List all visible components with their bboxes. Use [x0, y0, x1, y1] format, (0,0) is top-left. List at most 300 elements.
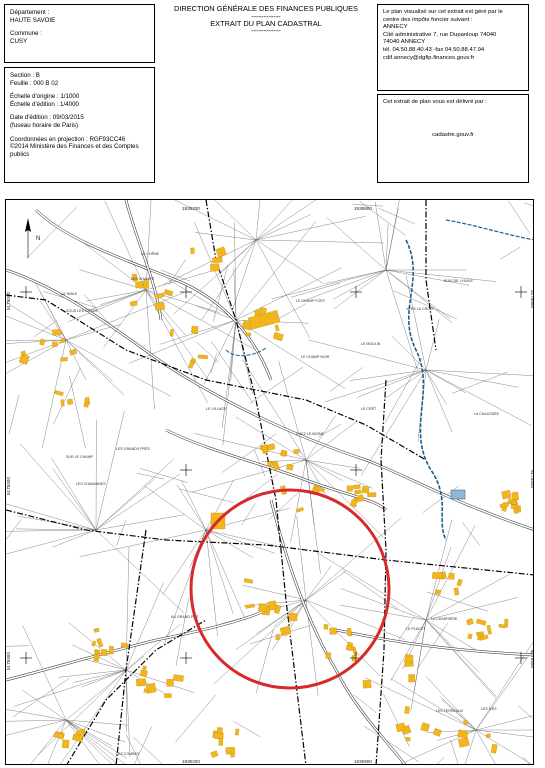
building: [347, 486, 353, 492]
parcel-line: [6, 646, 29, 647]
parcel-line: [333, 270, 386, 299]
buildings: [19, 247, 521, 758]
feuille-label: Feuille : 000 B 02: [10, 79, 59, 87]
coord-label-bottom: 1935200: [182, 759, 200, 764]
parcel-line: [6, 720, 66, 722]
section-label: Section : B: [10, 72, 40, 79]
parcel-line: [59, 670, 126, 677]
parcel-line: [66, 340, 86, 380]
parcel-line: [126, 582, 164, 670]
parcel-line: [509, 201, 530, 234]
building: [144, 689, 148, 693]
parcel-line: [195, 232, 256, 240]
parcel-line: [9, 395, 19, 434]
parcel-line: [236, 268, 341, 320]
building: [406, 737, 411, 741]
parcel-line: [306, 460, 359, 468]
building: [355, 490, 362, 494]
building: [245, 333, 250, 336]
place-name: VERS LA CROIX: [406, 307, 434, 311]
pond: [451, 490, 465, 499]
coord-label-right: 5178000: [530, 290, 535, 308]
building: [463, 720, 467, 725]
parcel-line: [385, 358, 422, 423]
parcel-line: [16, 529, 96, 530]
building: [135, 281, 143, 288]
delivery-site[interactable]: cadastre.gouv.fr: [432, 131, 474, 138]
building: [476, 619, 486, 625]
place-name: LE CHAMP NOIR: [301, 355, 330, 359]
parcel-line: [202, 240, 256, 320]
building: [487, 625, 492, 634]
parcel-line: [51, 458, 96, 530]
parcel-line: [426, 370, 466, 393]
building: [457, 730, 468, 739]
building: [512, 500, 517, 504]
building: [142, 666, 146, 670]
parcel-line: [117, 520, 126, 546]
building: [357, 495, 364, 502]
header-rule: ------------: [251, 26, 281, 36]
place-name: LA TABLE: [61, 292, 78, 296]
departement-label: Département :: [10, 9, 50, 16]
parcel-line: [146, 290, 186, 335]
parcel-line: [133, 737, 179, 765]
coord-label-right: 5178400: [530, 470, 535, 488]
parcel-line: [306, 460, 385, 539]
parcel-line: [302, 270, 386, 301]
tax-center-city: 74040 ANNECY: [383, 39, 426, 46]
building: [62, 740, 69, 748]
building: [273, 332, 283, 341]
building: [286, 464, 293, 471]
parcel-line: [86, 290, 146, 301]
parcel-line: [256, 214, 311, 240]
road-fill: [271, 500, 406, 765]
building: [281, 450, 285, 456]
building: [95, 650, 100, 653]
building: [54, 390, 63, 396]
building: [210, 264, 219, 272]
location-box: [4, 4, 155, 63]
building: [244, 578, 253, 583]
departement-value: HAUTE SAVOIE: [10, 16, 56, 24]
tax-center-phone: tél. 04.50.88.40.43 -fax 04.50.88.47.94: [383, 46, 485, 53]
parcel-line: [242, 503, 256, 525]
parcel-line: [119, 727, 152, 766]
building: [499, 624, 505, 628]
building: [486, 733, 491, 737]
place-name: LES GRANDS PRÉS: [116, 447, 150, 451]
parcel-line: [452, 372, 508, 394]
building: [189, 360, 195, 368]
building: [491, 744, 497, 753]
parcel-line: [256, 216, 365, 240]
building: [454, 588, 459, 596]
parcel-line: [306, 566, 331, 600]
parcel-line: [476, 701, 534, 730]
parcel-line: [306, 518, 401, 600]
section-boundary: [6, 510, 534, 575]
building: [404, 706, 409, 713]
header-rule: ------------: [251, 11, 281, 21]
parcel-line: [386, 270, 450, 319]
building: [164, 693, 171, 697]
parcel-line: [206, 530, 218, 636]
parcel-line: [256, 240, 384, 243]
north-label: N: [36, 236, 41, 242]
place-name: LA CHAUSSÉE: [474, 412, 499, 416]
commune-label: Commune :: [10, 30, 42, 38]
building: [404, 654, 413, 663]
parcel-line: [462, 522, 480, 545]
tax-center-line: Le plan visualisé sur cet extrait est géré par le: [383, 9, 503, 15]
parcel-line: [221, 240, 256, 273]
parcel-line: [426, 676, 476, 730]
parcel-line: [426, 370, 452, 432]
parcel-line: [163, 240, 256, 285]
building: [362, 486, 369, 493]
building: [467, 634, 472, 640]
building: [219, 739, 223, 746]
parcel-line: [426, 547, 451, 620]
parcel-line: [272, 270, 386, 299]
place-name: LE MOULIN: [361, 342, 381, 346]
parcel-line: [6, 494, 96, 530]
building: [504, 619, 508, 627]
parcel-line: [53, 530, 97, 547]
parcel-line: [341, 588, 426, 620]
parcel-line: [222, 320, 236, 428]
river-line: [406, 240, 446, 540]
building: [60, 339, 65, 343]
parcel-line: [440, 697, 476, 730]
place-name: BOIS DE L'HUILE: [444, 279, 473, 283]
parcel-line: [426, 620, 496, 697]
cadastral-map[interactable]: [5, 199, 534, 765]
parcel-line: [361, 370, 426, 475]
place-name: LE CHÊNE: [141, 252, 159, 256]
parcel-line: [66, 720, 119, 765]
building: [347, 628, 351, 636]
building: [97, 638, 104, 647]
building: [267, 461, 272, 466]
parcel-line: [324, 370, 426, 402]
parcel-line: [318, 553, 426, 620]
parcel-line: [53, 469, 96, 531]
building: [226, 747, 235, 754]
section-boundary: [6, 295, 426, 460]
parcel-line: [126, 624, 180, 670]
parcel-line: [386, 270, 496, 282]
parcel-line: [426, 620, 496, 698]
building: [69, 349, 76, 355]
parcel-line: [365, 678, 476, 730]
parcel-line: [256, 200, 261, 240]
parcel-line: [73, 670, 126, 683]
building: [61, 399, 65, 406]
building: [235, 729, 239, 736]
commune-value: CUSY: [10, 37, 28, 45]
building: [324, 624, 329, 629]
parcel-line: [327, 218, 386, 270]
parcel-line: [386, 270, 469, 285]
building: [61, 357, 68, 361]
building: [212, 257, 222, 263]
parcel-line: [306, 600, 380, 676]
parcel-line: [23, 720, 66, 765]
building: [52, 342, 57, 347]
tax-center-name: ANNECY: [383, 24, 408, 31]
building: [457, 579, 463, 586]
parcel-line: [179, 489, 234, 503]
coord-label-left: 5178400: [6, 477, 11, 495]
parcel-line: [66, 720, 128, 765]
parcel-line: [418, 370, 426, 442]
document-header: [158, 4, 374, 34]
parcel-line: [213, 265, 227, 322]
coord-label-left: 5178400: [6, 652, 11, 670]
building: [39, 339, 45, 346]
delivery-title: Cet extrait de plan vous est délivré par :: [383, 99, 487, 105]
parcel-line: [349, 370, 426, 381]
road: [271, 500, 406, 765]
parcel-line: [96, 411, 124, 530]
parcel-line: [66, 340, 112, 381]
parcel-line: [426, 370, 534, 376]
parcel-line: [438, 730, 476, 765]
building: [433, 728, 441, 736]
coord-label-top: 1935200: [182, 206, 200, 211]
building: [368, 493, 377, 497]
header-title: DIRECTION GÉNÉRALE DES FINANCES PUBLIQUES: [174, 4, 358, 13]
building: [258, 603, 267, 612]
parcel-line: [6, 720, 66, 765]
building: [280, 626, 291, 636]
parcel-line: [375, 202, 386, 270]
parcel-line: [386, 270, 452, 323]
building: [275, 325, 280, 331]
parcel-line: [500, 247, 521, 260]
parcel-line: [211, 200, 256, 240]
place-name: LES CHAVANNES: [76, 482, 106, 486]
parcel-line: [6, 519, 22, 568]
parcel-line: [177, 485, 206, 530]
parcel-line: [66, 720, 116, 765]
parcel-line: [476, 730, 534, 738]
parcel-line: [175, 695, 216, 742]
copyright-line: publics: [10, 150, 30, 158]
parcel-line: [206, 530, 279, 546]
parcel-line: [38, 670, 127, 756]
building: [296, 507, 303, 512]
place-name: LES CHAMPS: [131, 277, 155, 281]
building: [19, 354, 29, 365]
copyright-line: ©2014 Ministère des Finances et des Comptes: [10, 143, 139, 151]
parcel-line: [176, 598, 189, 666]
place-name: LE PLACET: [406, 627, 426, 631]
building: [353, 485, 360, 490]
parcel-line: [96, 474, 180, 530]
parcel-line: [524, 203, 534, 220]
parcel-line: [66, 293, 184, 341]
parcel-line: [14, 670, 126, 706]
header-subtitle: EXTRAIT DU PLAN CADASTRAL: [210, 18, 322, 28]
building: [191, 326, 198, 334]
tax-center-line: centre des impôts foncier suivant :: [383, 16, 473, 23]
building: [130, 301, 137, 306]
building: [170, 329, 174, 336]
parcel-line: [197, 342, 219, 363]
parcel-line: [80, 530, 206, 557]
building: [458, 737, 469, 747]
building: [173, 675, 184, 682]
coord-label-bottom: 1935900: [354, 759, 372, 764]
building: [435, 590, 441, 595]
building: [245, 604, 254, 609]
parcel-line: [379, 208, 415, 224]
parcel-line: [168, 279, 236, 320]
river-line: [446, 220, 534, 240]
parcel-line: [96, 530, 184, 613]
place-names: [61, 251, 500, 756]
building: [326, 652, 332, 659]
place-name: LA CHARRIÈRE: [431, 617, 458, 621]
parcel-line: [6, 698, 66, 720]
parcel-line: [13, 678, 69, 717]
building: [409, 674, 415, 682]
parcel-line: [182, 481, 207, 531]
parcel-line: [19, 516, 96, 530]
coord-label-left: 5178000: [6, 292, 11, 310]
place-name: SOUS LES CÔTES: [66, 309, 98, 313]
projection-label: Coordonnées en projection : RGF93CC46: [10, 135, 126, 143]
parcel-line: [22, 690, 66, 720]
section-info-box: [4, 67, 155, 183]
parcel-line: [306, 416, 335, 460]
parcel-line: [426, 574, 510, 620]
parcel-line: [89, 290, 146, 310]
parcel-line: [291, 283, 341, 297]
building: [94, 628, 100, 633]
coord-label-top: 1935900: [354, 206, 372, 211]
timezone-note: (fuseau horaire de Paris): [10, 121, 79, 129]
parcel-line: [96, 515, 185, 530]
building: [164, 289, 173, 296]
parcel-line: [523, 757, 534, 765]
building: [216, 247, 227, 258]
parcel-line: [383, 694, 409, 747]
parcel-line: [394, 291, 457, 319]
parcel-line: [145, 486, 206, 530]
parcel-line: [426, 370, 532, 426]
parcel-line: [386, 224, 388, 270]
parcel-line: [66, 720, 128, 725]
place-name: LE CRÊT: [361, 407, 377, 411]
parcel-line: [126, 547, 129, 670]
building: [432, 572, 442, 579]
parcel-line: [256, 240, 323, 284]
parcel-line: [386, 200, 405, 270]
building: [501, 490, 511, 499]
parcel-line: [518, 706, 534, 726]
building: [449, 573, 455, 579]
parcel-line: [426, 370, 447, 404]
place-name: LE VILLAGE: [206, 407, 227, 411]
coord-label-right: 5178400: [530, 650, 535, 668]
tax-center-box: [377, 4, 529, 91]
parcel-line: [194, 434, 306, 461]
parcel-line: [256, 200, 308, 240]
parcel-line: [53, 368, 80, 424]
building: [52, 329, 61, 335]
delivery-box: [377, 94, 529, 183]
parcel-line: [66, 340, 171, 396]
parcel-line: [137, 473, 164, 479]
building: [190, 248, 194, 254]
building: [121, 643, 128, 648]
building: [294, 449, 300, 453]
parcel-line: [146, 290, 155, 409]
parcel-line: [66, 340, 124, 395]
building: [109, 646, 114, 654]
parcel-line: [391, 679, 476, 730]
parcel-line: [223, 320, 236, 445]
parcel-line: [206, 530, 246, 621]
parcel-line: [96, 459, 174, 530]
place-name: LES TERREAUX: [436, 709, 464, 713]
building: [217, 727, 223, 733]
building: [155, 302, 165, 310]
parcel-line: [69, 376, 85, 448]
parcel-line: [306, 571, 346, 600]
building: [101, 650, 107, 656]
place-name: LES COMBES: [116, 752, 140, 756]
parcel-line: [206, 530, 275, 553]
parcel-line: [357, 370, 426, 397]
parcel-line: [6, 530, 96, 563]
place-name: AU GRAND PRÉ: [171, 615, 199, 619]
building: [92, 641, 97, 647]
scale-edition: Échelle d'édition : 1/4000: [10, 100, 79, 108]
map-canvas[interactable]: [6, 200, 534, 765]
highlight-circle: [191, 490, 389, 688]
parcel-line: [385, 370, 426, 398]
building: [466, 618, 473, 625]
parcel-line: [442, 700, 476, 730]
place-name: LE CHAMP FORT: [296, 299, 326, 303]
parcel-line: [426, 520, 452, 620]
section-boundary: [66, 620, 206, 765]
parcel-line: [476, 730, 533, 765]
building: [167, 679, 174, 686]
edition-date: Date d'édition : 09/03/2015: [10, 114, 84, 122]
place-name: CHEZ LE MOINE: [296, 432, 324, 436]
parcel-line: [421, 757, 445, 765]
place-name: LES ÎLES: [481, 707, 497, 711]
building: [211, 751, 219, 758]
building: [67, 399, 73, 405]
parcel-line: [6, 530, 96, 532]
parcel-line: [340, 605, 426, 620]
building: [198, 355, 208, 359]
parcel-line: [6, 720, 66, 742]
parcel-line: [306, 460, 343, 481]
north-arrow-icon: [25, 218, 31, 258]
building: [289, 613, 298, 621]
building: [421, 723, 430, 732]
tax-center-address: Cité administrative 7, rue Dupanloup 74040: [383, 31, 497, 38]
